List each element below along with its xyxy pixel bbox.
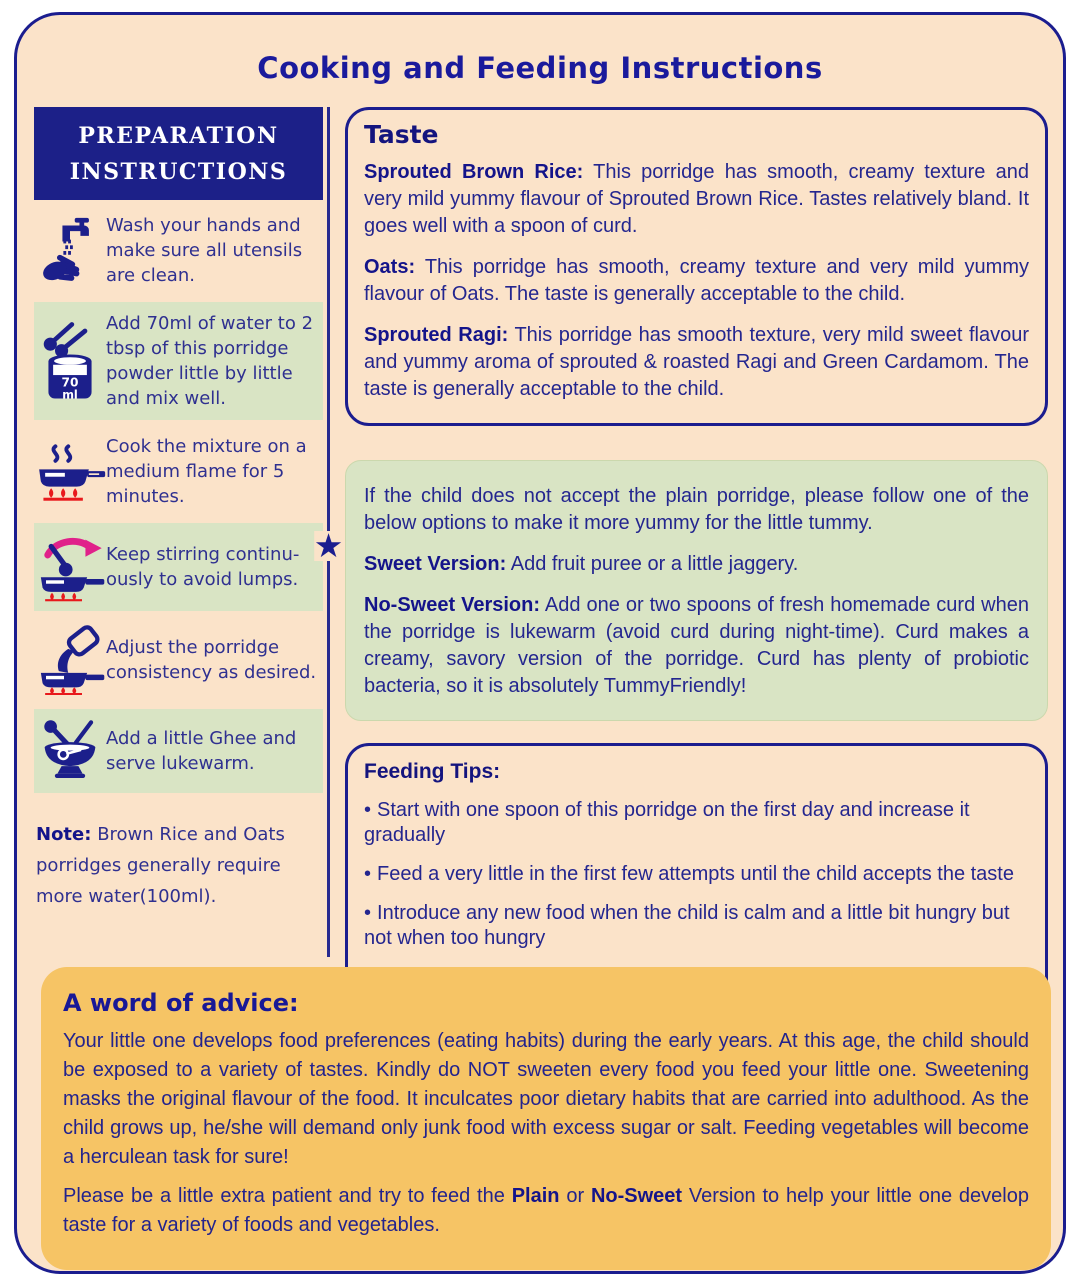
serving-bowl-icon: [34, 718, 106, 784]
no-sweet-version-text: Add one or two spoons of fresh homemade curd when the porridge is lukewarm (avoid curd during night-time). Curd makes a creamy, savory version of the porridge. Curd has plenty of probiotic bacteria, so it is absolutely TummyFriendly!: [364, 594, 1029, 697]
advice-paragraph-1: Your little one develops food preferences (eating habits) during the early years. At this age, the child should be exposed to a variety of tastes. Kindly do NOT sweeten every food you feed your little one. Sweetening masks the original flavour of the food. It inculcates poor dietary habits that are carried into adulthood. As the child grows up, he/she will demand only junk food with excess sugar or salt. Feeding vegetables will become a herculean task for sure!: [63, 1030, 1029, 1168]
instructions-sheet: [14, 12, 1066, 1274]
bullet-icon: •: [364, 863, 372, 885]
cup-unit-label: ml: [62, 388, 78, 402]
step-text: Wash your hands and make sure all utensils are clean.: [106, 215, 303, 286]
prep-header-line2: INSTRUCTIONS: [69, 159, 288, 185]
taste-heading: Taste: [364, 120, 439, 149]
step-text: Add a little Ghee and serve lukewarm.: [106, 728, 297, 774]
feeding-tip: [364, 901, 1029, 951]
advice-paragraph-2: [63, 1182, 1029, 1240]
cooking-pan-icon: [34, 441, 106, 503]
taste-item-text: This porridge has smooth, creamy texture and very mild yummy flavour of Oats. The taste is generally acceptable to the child.: [364, 256, 1029, 305]
advice-box: [41, 967, 1051, 1270]
feeding-tip: [364, 798, 1029, 848]
tip-text: Start with one spoon of this porridge on the first day and increase it gradually: [364, 799, 970, 846]
prep-header-line1: PREPARATION: [78, 123, 279, 149]
note-label: Note:: [36, 824, 92, 845]
step-text: Add 70ml of water to 2 tbsp of this porridge powder little by little and mix well.: [106, 313, 314, 409]
tip-text: Introduce any new food when the child is calm and a little bit hungry but not when too hungry: [364, 902, 1010, 949]
taste-item-label: Sprouted Ragi:: [364, 324, 509, 346]
taste-item-brown-rice: [364, 159, 1029, 240]
note-text: Brown Rice and Oats porridges generally require more water(100ml).: [36, 824, 285, 907]
prep-step-consistency: [34, 625, 323, 695]
preparation-note: [36, 819, 323, 912]
cup-volume-label: 70: [61, 375, 79, 390]
no-sweet-version: [364, 592, 1029, 700]
advice-p2-after: Version to help your little one develop taste for a variety of foods and vegetables.: [63, 1185, 1029, 1236]
advice-plain-label: Plain: [511, 1185, 560, 1207]
details-column: [345, 107, 1048, 1058]
prep-step-mix: [34, 302, 323, 420]
taste-item-text: This porridge has smooth, creamy texture and very mild yummy flavour of Sprouted Brown Rice. Tastes relatively bland. It goes well with a spoon of curd.: [364, 161, 1029, 237]
stirring-icon: [34, 532, 106, 602]
bullet-icon: •: [364, 799, 372, 821]
options-intro: If the child does not accept the plain porridge, please follow one of the below options to make it more yummy for the little tummy.: [364, 485, 1029, 534]
advice-no-sweet-label: No-Sweet: [590, 1185, 683, 1207]
sweet-version-text: Add fruit puree or a little jaggery.: [510, 553, 799, 575]
bullet-icon: •: [364, 902, 372, 924]
taste-item-text: This porridge has smooth texture, very mild sweet flavour and yummy aroma of sprouted & roasted Ragi and Green Cardamom. The taste is generally acceptable to the child.: [364, 324, 1029, 400]
advice-p2-before: Please be a little extra patient and try to feed the: [63, 1185, 505, 1207]
tip-text: Feed a very little in the first few attempts until the child accepts the taste: [377, 863, 1014, 885]
step-text: Cook the mixture on a medium flame for 5 minutes.: [106, 436, 307, 507]
star-icon: ★: [313, 526, 344, 565]
taste-box: [345, 107, 1048, 426]
preparation-header: [34, 107, 323, 200]
measuring-cup-icon: [34, 318, 106, 404]
advice-p2-mid: or: [566, 1185, 585, 1207]
feeding-tips-heading: Feeding Tips:: [364, 760, 501, 783]
taste-item-ragi: [364, 322, 1029, 403]
column-divider: [313, 107, 344, 957]
no-sweet-version-label: No-Sweet Version:: [364, 594, 541, 616]
advice-heading: A word of advice:: [63, 989, 299, 1017]
content-columns: [34, 107, 1048, 1058]
prep-step-stir: [34, 523, 323, 611]
page-title: Cooking and Feeding Instructions: [257, 51, 823, 85]
taste-item-label: Oats:: [364, 256, 416, 278]
prep-step-wash: [34, 213, 323, 288]
step-text: Adjust the porridge consistency as desired.: [106, 637, 317, 683]
taste-item-oats: [364, 254, 1029, 308]
sweet-version: [364, 551, 1029, 578]
wash-hands-icon: [34, 216, 106, 286]
preparation-column: [34, 107, 323, 912]
step-text: Keep stirring continu- ously to avoid lumps.: [106, 544, 300, 590]
sweet-version-label: Sweet Version:: [364, 553, 507, 575]
feeding-tip: [364, 862, 1029, 887]
pouring-icon: [34, 625, 106, 695]
prep-step-cook: [34, 434, 323, 509]
yummy-options-box: [345, 460, 1048, 721]
taste-item-label: Sprouted Brown Rice:: [364, 161, 584, 183]
prep-step-serve: [34, 709, 323, 793]
